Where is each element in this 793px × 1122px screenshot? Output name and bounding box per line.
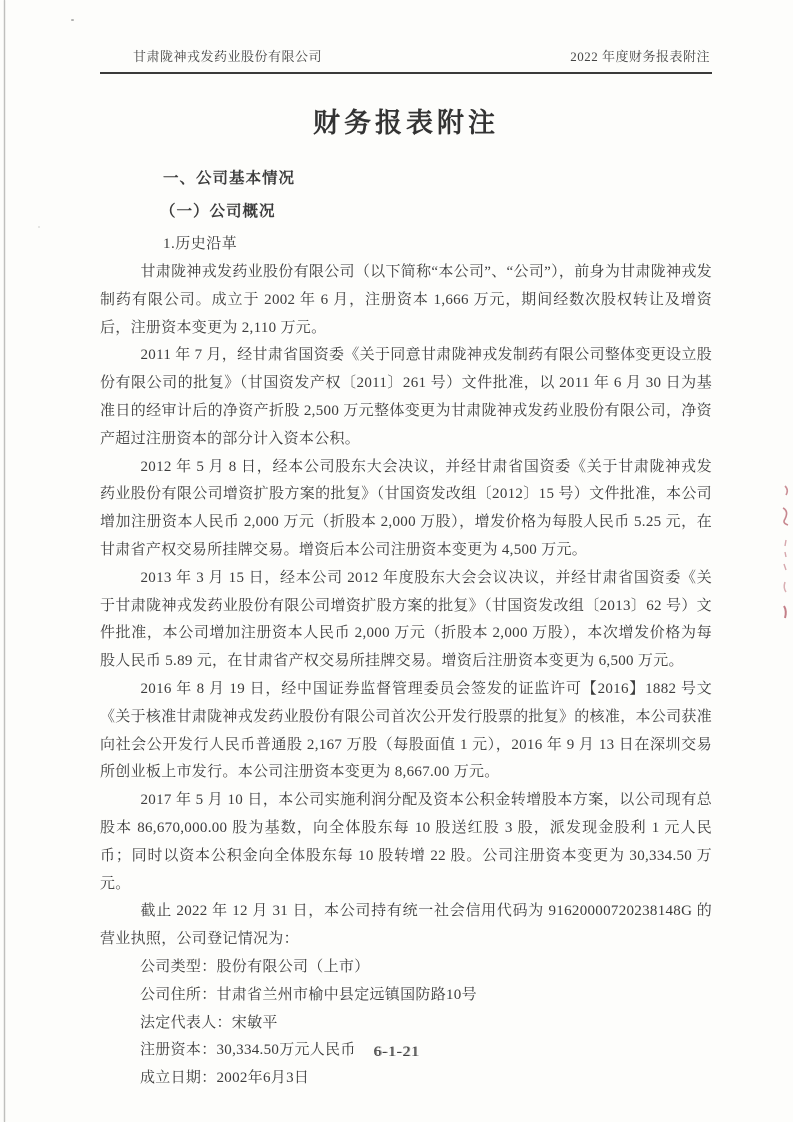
heading-company-basic-info: 一、公司基本情况 [163, 170, 296, 187]
body-paragraph: 2013 年 3 月 15 日，经本公司 2012 年度股东大会会议决议，并经甘肃省国资委《关于甘肃陇神戎发药业股份有限公司增资扩股方案的批复》（甘国资发改组〔2013〕62 号）文件批准，本公司增加注册资本人民币 2,000 万元（折股本 2,000 万股），本次增发价格为每股人民币 5.89 元，在甘肃省产权交易所挂牌交易。增资后注册资本变更为 6,500 万元。 [100, 569, 712, 670]
header-report-label: 2022 年度财务报表附注 [570, 49, 710, 64]
registration-line-established-date: 成立日期：2002年6月3日 [140, 1070, 310, 1087]
body-text [100, 259, 712, 954]
heading-history: 1.历史沿革 [163, 236, 238, 252]
scan-speck [71, 19, 74, 21]
scan-speck [38, 226, 40, 228]
body-paragraph: 甘肃陇神戎发药业股份有限公司（以下简称“本公司”、“公司”），前身为甘肃陇神戎发制药有限公司。成立于 2002 年 6 月，注册资本 1,666 万元，期间经数次股权转让及增资后，注册资本变更为 2,110 万元。 [100, 264, 712, 336]
red-binding-mark [778, 478, 792, 628]
body-paragraph: 2012 年 5 月 8 日，经本公司股东大会决议，并经甘肃省国资委《关于甘肃陇神戎发药业股份有限公司增资扩股方案的批复》（甘国资发改组〔2012〕15 号）文件批准，本公司增加注册资本人民币 2,000 万元（折股本 2,000 万股），增发价格为每股人民币 5.25 元，在甘肃省产权交易所挂牌交易。增资后本公司注册资本变更为 4,500 万元。 [100, 458, 712, 558]
body-paragraph: 2011 年 7 月，经甘肃省国资委《关于同意甘肃陇神戎发制药有限公司整体变更设立股份有限公司的批复》（甘国资发产权〔2011〕261 号）文件批准，以 2011 年 6 月 30 日为基准日的经审计后的净资产折股 2,500 万元整体变更为甘肃陇神戎发药业股份有限公司，净资产超过注册资本的部分计入资本公积。 [100, 347, 712, 447]
page-number: 6-1-21 [373, 1044, 420, 1060]
section-headings [100, 166, 712, 253]
heading-company-overview: （一）公司概况 [160, 203, 276, 220]
scan-edge-line [4, 0, 5, 1122]
page-title: 财务报表附注 [313, 108, 499, 138]
body-paragraph: 2017 年 5 月 10 日，本公司实施利润分配及资本公积金转增股本方案，以公司现有总股本 86,670,000.00 股为基数，向全体股东每 10 股送红股 3 股，派发现金股利 1 元人民币；同时以资本公积金向全体股东每 10 股转增 22 股。公司注册资本变更为 30,334.50 万元。 [100, 792, 712, 892]
document-content [100, 46, 712, 1093]
header-company-name: 甘肃陇神戎发药业股份有限公司 [133, 49, 323, 64]
registration-details [100, 954, 712, 1093]
registration-line-company-type: 公司类型：股份有限公司（上市） [140, 958, 370, 975]
registration-line-legal-representative: 法定代表人：宋敏平 [140, 1014, 278, 1031]
registration-line-registered-capital: 注册资本：30,334.50万元人民币 [140, 1042, 356, 1059]
body-paragraph: 2016 年 8 月 19 日，经中国证券监督管理委员会签发的证监许可【2016】1882 号文《关于核准甘肃陇神戎发药业股份有限公司首次公开发行股票的批复》的核准，本公司获准向社会公开发行人民币普通股 2,167 万股（每股面值 1 元），2016 年 9 月 13 日在深圳交易所创业板上市发行。本公司注册资本变更为 8,667.00 万元。 [100, 680, 713, 781]
running-header [100, 46, 712, 74]
registration-line-address: 公司住所：甘肃省兰州市榆中县定远镇国防路10号 [140, 986, 477, 1003]
body-paragraph: 截止 2022 年 12 月 31 日，本公司持有统一社会信用代码为 91620000720238148G 的营业执照，公司登记情况为： [100, 903, 712, 948]
